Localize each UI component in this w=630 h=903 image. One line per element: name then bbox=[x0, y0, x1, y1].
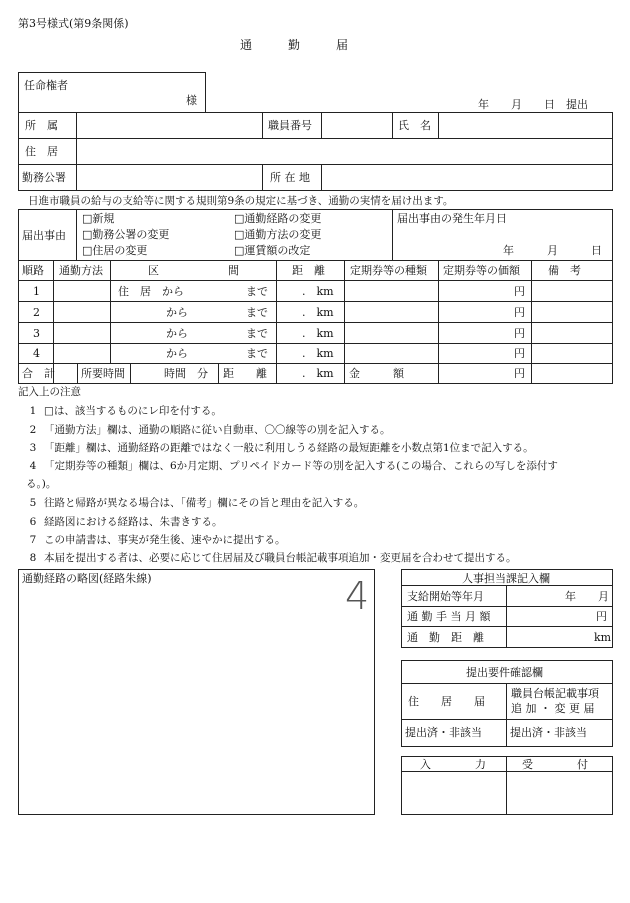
notes-heading: 記入上の注意 bbox=[18, 386, 81, 398]
req-status-register[interactable]: 提出済・非該当 bbox=[510, 726, 587, 739]
table-row-order: 3 bbox=[33, 327, 40, 340]
req-col-register-line1: 職員台帳記載事項 bbox=[511, 687, 599, 700]
dept-field[interactable] bbox=[77, 113, 262, 138]
address-field[interactable] bbox=[77, 139, 612, 164]
reason-checkbox-method-change[interactable]: □通勤方法の変更 bbox=[234, 228, 322, 241]
receipt-col-label: 受 付 bbox=[522, 758, 588, 771]
hr-box-title: 人事担当課記入欄 bbox=[462, 572, 550, 585]
route-map-label: 通勤経路の略図(経路朱線) bbox=[22, 572, 152, 585]
time-unit[interactable]: 時間 分 bbox=[164, 367, 208, 380]
note-item: る。)。 bbox=[26, 478, 57, 490]
table-row-order: 1 bbox=[33, 285, 40, 298]
total-label: 合 計 bbox=[22, 367, 55, 380]
staff-no-label: 職員番号 bbox=[268, 119, 312, 132]
input-col-label: 入 力 bbox=[420, 758, 486, 771]
address-label: 住 居 bbox=[25, 145, 58, 158]
receipt-stamp-field[interactable] bbox=[507, 772, 612, 814]
col-header-pass-type: 定期券等の種類 bbox=[350, 264, 427, 277]
note-item: 1 □は、該当するものにレ印を付する。 bbox=[29, 405, 222, 417]
note-item: 4 「定期券等の種類」欄は、6か月定期、プリペイドカード等の別を記入する(この場合、これらの写しを添付す bbox=[29, 460, 558, 472]
total-distance-label: 距 離 bbox=[223, 367, 267, 380]
note-item: 7 この申請書は、事実が発生後、速やかに提出する。 bbox=[29, 534, 286, 546]
reason-label: 届出事由 bbox=[22, 229, 66, 242]
route-map-sketch: 4 bbox=[345, 574, 370, 618]
table-row-order: 2 bbox=[33, 306, 40, 319]
table-row-to: まで bbox=[246, 347, 268, 360]
hr-row-value[interactable]: km bbox=[594, 631, 612, 644]
total-amount-label: 金 額 bbox=[349, 367, 404, 380]
table-row-distance[interactable]: . km bbox=[302, 306, 334, 319]
reason-checkbox-new[interactable]: □新規 bbox=[82, 212, 115, 225]
col-header-remarks: 備 考 bbox=[548, 264, 581, 277]
table-row-yen[interactable]: 円 bbox=[514, 285, 525, 298]
hr-row-label: 通 勤 距 離 bbox=[407, 631, 484, 644]
note-item: 3 「距離」欄は、通勤経路の距離ではなく一般に利用しうる経路の最短距離を小数点第1位まで記入する。 bbox=[29, 442, 534, 454]
staff-no-field[interactable] bbox=[322, 113, 392, 138]
name-label: 氏 名 bbox=[398, 119, 431, 132]
table-row-to: まで bbox=[246, 306, 268, 319]
location-label: 所 在 地 bbox=[270, 171, 310, 184]
col-header-section-kan: 間 bbox=[228, 264, 239, 277]
table-row-yen[interactable]: 円 bbox=[514, 347, 525, 360]
dept-label: 所 属 bbox=[25, 119, 58, 132]
location-field[interactable] bbox=[322, 165, 612, 190]
col-header-distance: 距 離 bbox=[292, 264, 325, 277]
route-map-box[interactable] bbox=[18, 569, 375, 815]
total-yen[interactable]: 円 bbox=[514, 367, 525, 380]
reason-checkbox-route-change[interactable]: □通勤経路の変更 bbox=[234, 212, 322, 225]
table-row-yen[interactable]: 円 bbox=[514, 306, 525, 319]
table-row-from: から bbox=[166, 347, 188, 360]
table-row-distance[interactable]: . km bbox=[302, 327, 334, 340]
sama-label: 様 bbox=[186, 94, 197, 107]
table-row-to: まで bbox=[246, 285, 268, 298]
submission-date: 年 月 日 提出 bbox=[478, 98, 588, 111]
occurrence-date[interactable]: 年 月 日 bbox=[503, 244, 602, 257]
appointer-label: 任命権者 bbox=[24, 79, 68, 92]
note-item: 5 往路と帰路が異なる場合は、「備考」欄にその旨と理由を記入する。 bbox=[29, 497, 365, 509]
reason-checkbox-workplace-change[interactable]: □勤務公署の変更 bbox=[82, 228, 170, 241]
input-stamp-field[interactable] bbox=[402, 772, 506, 814]
form-title: 通 勤 届 bbox=[240, 38, 349, 52]
intro-text: 日進市職員の給与の支給等に関する規則第9条の規定に基づき、通勤の実情を届け出ます。 bbox=[28, 195, 454, 207]
workplace-label: 勤務公署 bbox=[22, 171, 66, 184]
table-row-from: 住 居 から bbox=[118, 285, 184, 298]
req-status-residence[interactable]: 提出済・非該当 bbox=[405, 726, 482, 739]
table-row-from: から bbox=[166, 327, 188, 340]
table-row-order: 4 bbox=[33, 347, 40, 360]
col-header-method: 通勤方法 bbox=[59, 264, 103, 277]
time-label: 所要時間 bbox=[81, 367, 125, 380]
hr-row-label: 支給開始等年月 bbox=[407, 590, 484, 603]
hr-row-value[interactable]: 円 bbox=[596, 610, 607, 623]
table-row-distance[interactable]: . km bbox=[302, 285, 334, 298]
occurrence-date-label: 届出事由の発生年月日 bbox=[397, 212, 507, 225]
req-box-title: 提出要件確認欄 bbox=[466, 666, 543, 679]
table-row-yen[interactable]: 円 bbox=[514, 327, 525, 340]
table-row-to: まで bbox=[246, 327, 268, 340]
workplace-field[interactable] bbox=[77, 165, 262, 190]
col-header-section-ku: 区 bbox=[148, 264, 159, 277]
total-distance[interactable]: . km bbox=[302, 367, 334, 380]
note-item: 8 本届を提出する者は、必要に応じて住居届及び職員台帳記載事項追加・変更届を合わせて提出する。 bbox=[29, 552, 517, 564]
req-col-residence: 住 居 届 bbox=[408, 695, 485, 708]
form-number: 第3号様式(第9条関係) bbox=[18, 17, 129, 30]
note-item: 2 「通勤方法」欄は、通勤の順路に従い自動車、〇〇線等の別を記入する。 bbox=[29, 424, 391, 436]
hr-row-value[interactable]: 年 月 bbox=[565, 590, 609, 603]
req-col-register-line2: 追 加 ・ 変 更 届 bbox=[511, 702, 595, 715]
hr-row-label: 通 勤 手 当 月 額 bbox=[407, 610, 491, 623]
name-field[interactable] bbox=[439, 113, 612, 138]
col-header-order: 順路 bbox=[22, 264, 44, 277]
reason-checkbox-fare-revision[interactable]: □運賃額の改定 bbox=[234, 244, 311, 257]
col-header-pass-price: 定期券等の価額 bbox=[443, 264, 520, 277]
table-row-from: から bbox=[166, 306, 188, 319]
note-item: 6 経路図における経路は、朱書きする。 bbox=[29, 516, 223, 528]
reason-checkbox-address-change[interactable]: □住居の変更 bbox=[82, 244, 148, 257]
table-row-distance[interactable]: . km bbox=[302, 347, 334, 360]
